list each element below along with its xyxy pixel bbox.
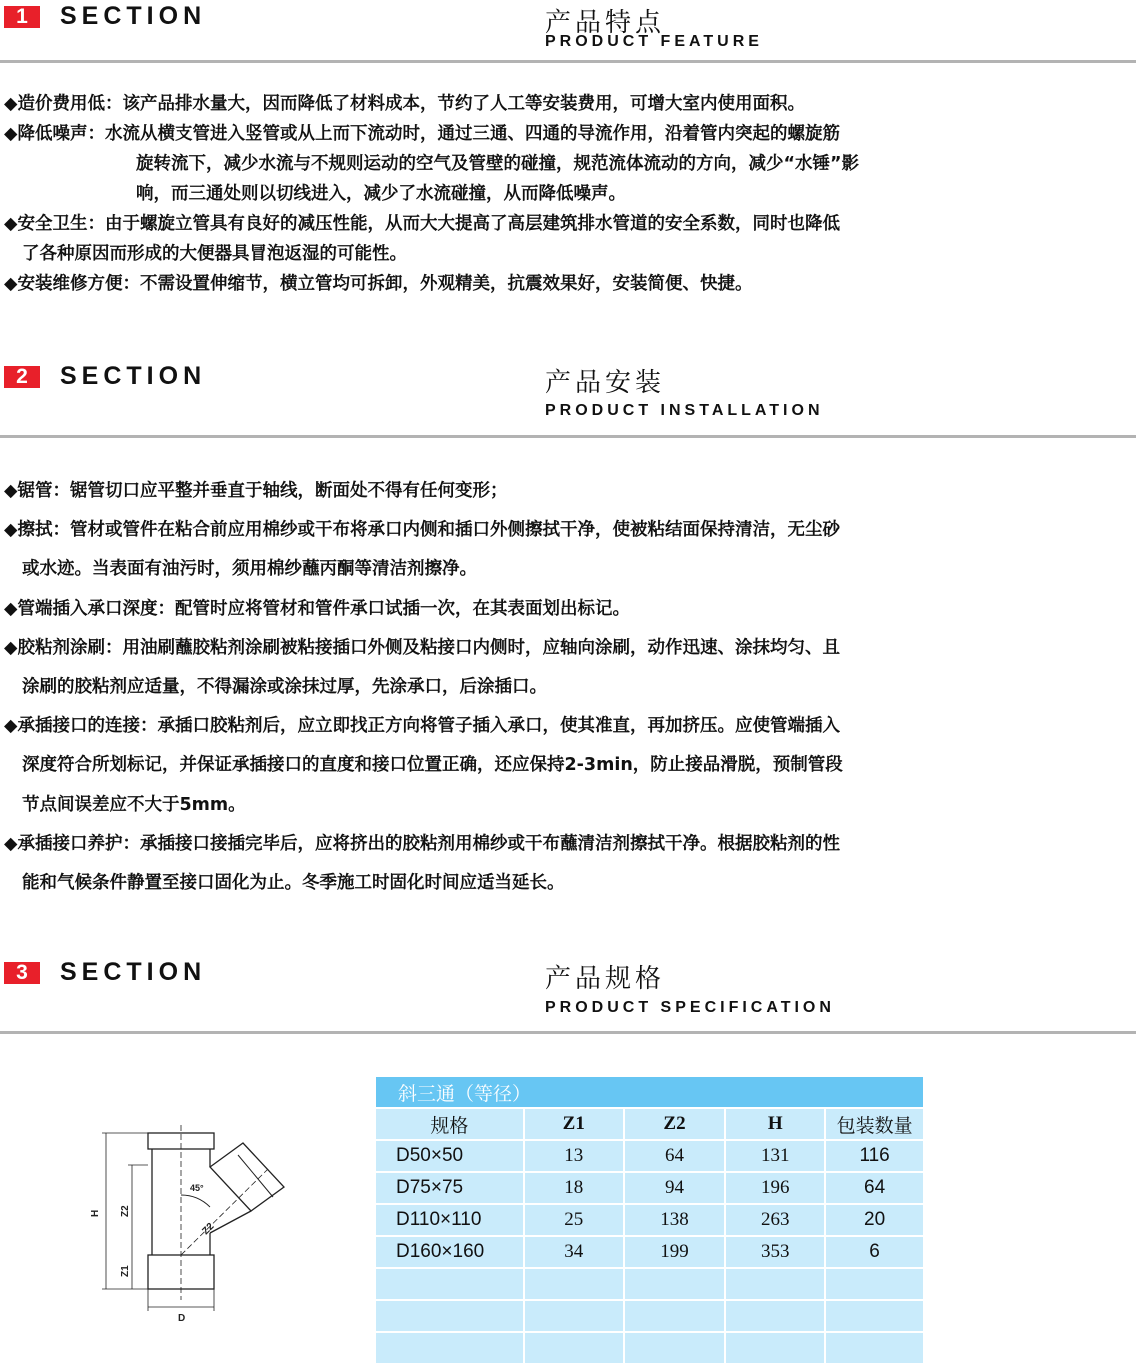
section-divider — [0, 60, 1136, 63]
installation-line: 或水迹。当表面有油污时，须用棉纱蘸丙酮等清洁剂擦净。 — [22, 559, 477, 580]
specification-table — [376, 1077, 925, 1365]
section-label: SECTION — [60, 958, 207, 986]
feature-line: 旋转流下，减少水流与不规则运动的空气及管壁的碰撞，规范流体流动的方向，减少“水锤”影 — [136, 154, 859, 174]
dim-label-z2: Z2 — [120, 1205, 131, 1217]
section-title-en: PRODUCT FEATURE — [545, 33, 763, 50]
feature-line: 响，而三通处则以切线进入，减少了水流碰撞，从而降低噪声。 — [136, 184, 626, 204]
installation-line: ◆胶粘剂涂刷：用油刷蘸胶粘剂涂刷被粘接插口外侧及粘接口内侧时，应轴向涂刷，动作迅速、涂抹均匀、且 — [4, 637, 840, 658]
table-row — [376, 1172, 924, 1204]
column-header: Z1 — [524, 1108, 624, 1140]
cell-h: 131 — [725, 1140, 825, 1172]
cell-spec: D160×160 — [376, 1236, 524, 1268]
cell-z2: 199 — [624, 1236, 726, 1268]
table-header-row — [376, 1108, 924, 1140]
dim-label-z2-diagonal: Z2 — [200, 1221, 217, 1238]
table-row — [376, 1236, 924, 1268]
installation-line: ◆承插接口养护：承插接口接插完毕后，应将挤出的胶粘剂用棉纱或干布蘸清洁剂擦拭干净。根据胶粘剂的性 — [4, 833, 840, 854]
section-3-header — [0, 958, 1136, 1038]
feature-line: ◆安全卫生：由于螺旋立管具有良好的减压性能，从而大大提高了高层建筑排水管道的安全系数，同时也降低 — [4, 214, 840, 234]
table-title: 斜三通（等径） — [376, 1077, 924, 1108]
empty-table-row — [376, 1268, 924, 1300]
installation-line: ◆擦拭：管材或管件在粘合前应用棉纱或干布将承口内侧和插口外侧擦拭干净，使被粘结面保持清洁，无尘砂 — [4, 520, 840, 541]
empty-table-row — [376, 1300, 924, 1332]
installation-line: 能和气候条件静置至接口固化为止。冬季施工时固化时间应适当延长。 — [22, 873, 565, 894]
feature-line: 了各种原因而形成的大便器具冒泡返湿的可能性。 — [22, 244, 407, 264]
wye-fitting-drawing — [88, 1125, 298, 1325]
section-2-header — [0, 362, 1136, 442]
cell-spec: D50×50 — [376, 1140, 524, 1172]
installation-line: ◆锯管：锯管切口应平整并垂直于轴线，断面处不得有任何变形； — [4, 481, 508, 501]
dim-label-h: H — [90, 1209, 101, 1217]
cell-package-qty: 64 — [825, 1172, 924, 1204]
cell-h: 263 — [725, 1204, 825, 1236]
section-1-header — [0, 2, 1136, 82]
section-title-en: PRODUCT SPECIFICATION — [545, 999, 835, 1016]
section-title-en: PRODUCT INSTALLATION — [545, 402, 824, 419]
feature-line: ◆降低噪声：水流从横支管进入竖管或从上而下流动时，通过三通、四通的导流作用，沿着管内突起的螺旋筋 — [4, 124, 840, 144]
table-row — [376, 1204, 924, 1236]
dim-label-z1: Z1 — [120, 1265, 131, 1277]
dim-label-d: D — [178, 1313, 186, 1324]
cell-package-qty: 20 — [825, 1204, 924, 1236]
table-row — [376, 1140, 924, 1172]
section-label: SECTION — [60, 2, 207, 30]
section-title-cn: 产品特点 — [545, 8, 666, 38]
cell-spec: D75×75 — [376, 1172, 524, 1204]
section-number-badge: 1 — [4, 6, 40, 28]
installation-line: ◆承插接口的连接：承插口胶粘剂后，应立即找正方向将管子插入承口，使其准直，再加挤压。应使管端插入 — [4, 716, 840, 737]
cell-package-qty: 6 — [825, 1236, 924, 1268]
column-header: H — [725, 1108, 825, 1140]
cell-z2: 94 — [624, 1172, 726, 1204]
section-number-badge: 3 — [4, 962, 40, 984]
angle-label: 45° — [190, 1183, 204, 1193]
section-number-badge: 2 — [4, 366, 40, 388]
cell-h: 353 — [725, 1236, 825, 1268]
section-divider — [0, 435, 1136, 438]
cell-z1: 13 — [524, 1140, 624, 1172]
installation-line: ◆管端插入承口深度：配管时应将管材和管件承口试插一次，在其表面划出标记。 — [4, 598, 630, 619]
cell-h: 196 — [725, 1172, 825, 1204]
column-header: 规格 — [376, 1108, 524, 1140]
installation-line: 节点间误差应不大于5mm。 — [22, 794, 246, 815]
section-2-body — [4, 472, 1124, 903]
installation-line: 深度符合所划标记，并保证承插接口的直度和接口位置正确，还应保持2-3min，防止接品滑脱，预制管段 — [22, 755, 843, 776]
cell-z1: 18 — [524, 1172, 624, 1204]
cell-package-qty: 116 — [825, 1140, 924, 1172]
feature-line: ◆造价费用低：该产品排水量大，因而降低了材料成本，节约了人工等安装费用，可增大室内使用面积。 — [4, 94, 805, 114]
section-title-cn: 产品规格 — [545, 964, 666, 994]
section-title-cn: 产品安装 — [545, 368, 666, 398]
empty-table-row — [376, 1332, 924, 1364]
cell-spec: D110×110 — [376, 1204, 524, 1236]
column-header: 包装数量 — [825, 1108, 924, 1140]
cell-z1: 34 — [524, 1236, 624, 1268]
cell-z2: 64 — [624, 1140, 726, 1172]
installation-line: 涂刷的胶粘剂应适量，不得漏涂或涂抹过厚，先涂承口，后涂插口。 — [22, 677, 547, 698]
feature-line: ◆安装维修方便：不需设置伸缩节，横立管均可拆卸，外观精美，抗震效果好，安装简便、快捷。 — [4, 274, 753, 294]
cell-z2: 138 — [624, 1204, 726, 1236]
branch-pipe — [210, 1143, 284, 1211]
section-label: SECTION — [60, 362, 207, 390]
section-1-body — [4, 89, 1124, 299]
cell-z1: 25 — [524, 1204, 624, 1236]
section-divider — [0, 1031, 1136, 1034]
column-header: Z2 — [624, 1108, 726, 1140]
